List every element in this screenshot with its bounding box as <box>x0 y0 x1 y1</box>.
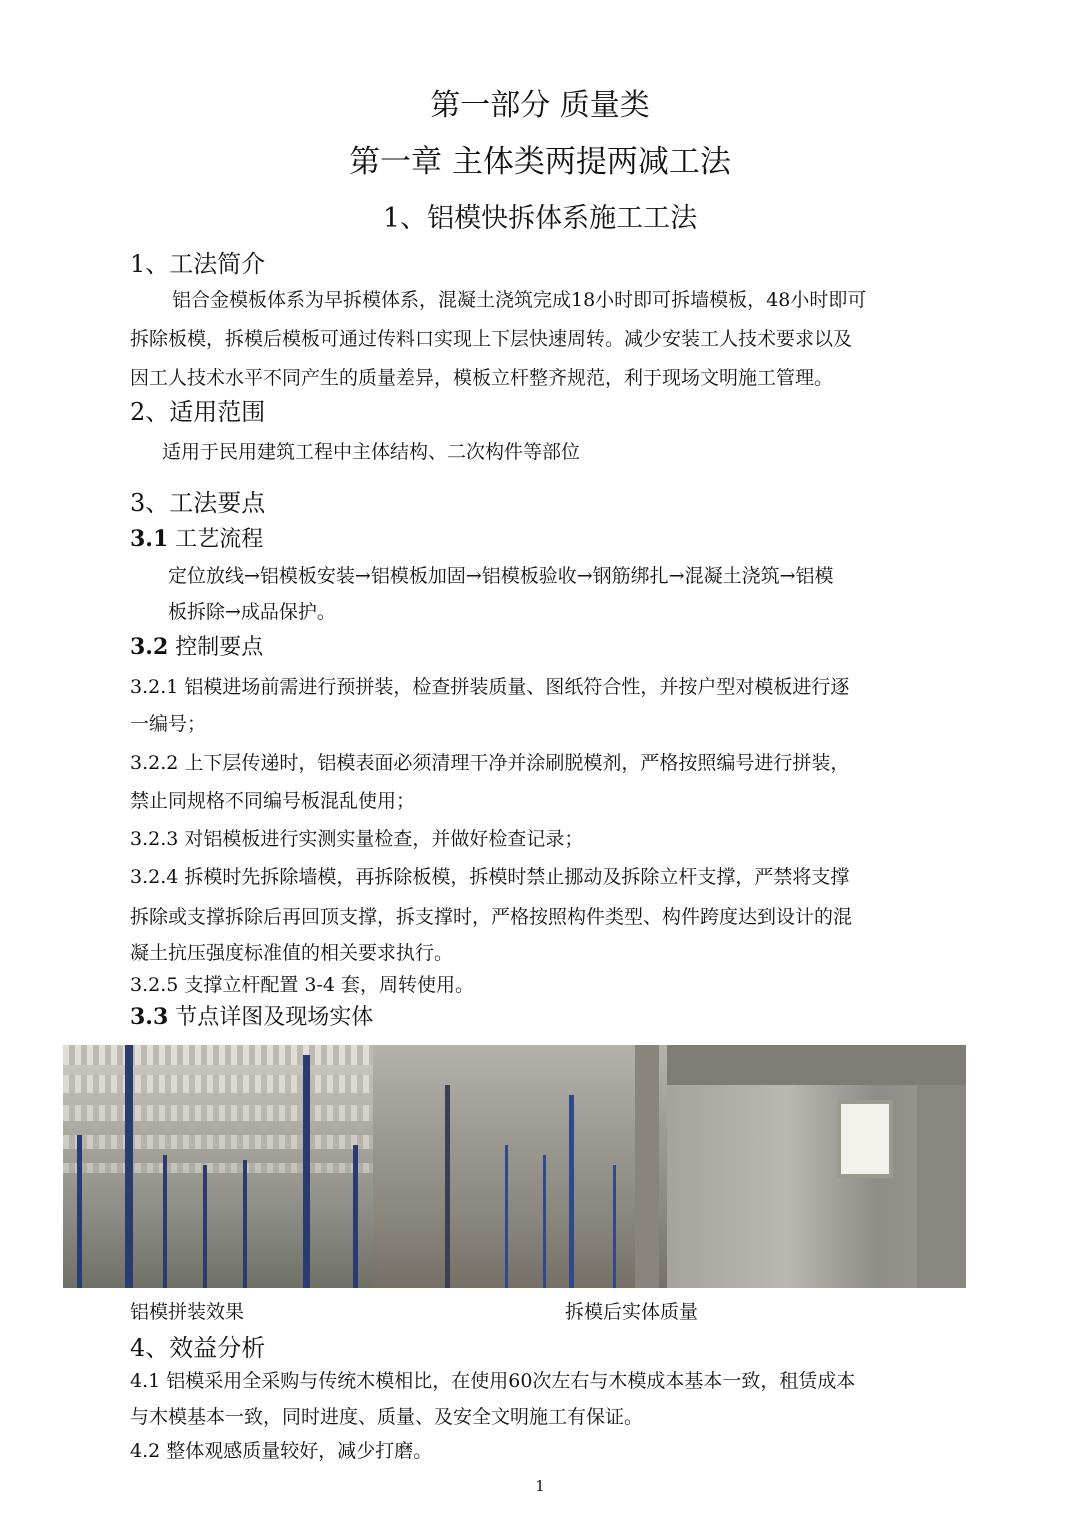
control-item: 3.2.3 对铝模板进行实测实量检查，并做好检查记录； <box>130 828 584 850</box>
benefit-line: 4.1 铝模采用全采购与传统木模相比，在使用60次左右与木模成本基本一致，租赁成本 <box>130 1370 856 1392</box>
chapter-title: 第一章 主体类两提两减工法 <box>349 144 731 180</box>
flow-heading <box>130 522 263 553</box>
concrete-wall-photo <box>667 1045 966 1288</box>
intro-line-3: 因工人技术水平不同产生的质量差异，模板立杆整齐规范，利于现场文明施工管理。 <box>130 367 834 389</box>
section-title: 1、铝模快拆体系施工工法 <box>382 203 698 234</box>
control-heading <box>130 630 263 661</box>
intro-line-2: 拆除板模，拆模后模板可通过传料口实现上下层快速周转。减少安装工人技术要求以及 <box>130 328 853 350</box>
intro-heading: 1、工法简介 <box>130 250 266 278</box>
page-number: 1 <box>535 1477 545 1495</box>
benefit-line: 4.2 整体观感质量较好，减少打磨。 <box>130 1440 433 1462</box>
control-item: 3.2.4 拆模时先拆除墙模，再拆除板模，拆模时禁止挪动及拆除立杆支撑，严禁将支撑 <box>130 866 850 888</box>
detail-title: 节点详图及现场实体 <box>175 1005 374 1030</box>
flow-line-2: 板拆除→成品保护。 <box>168 601 336 623</box>
intro-line-1: 铝合金模板体系为早拆模体系，混凝土浇筑完成18小时即可拆墙模板，48小时即可 <box>172 289 867 311</box>
flow-line-1: 定位放线→铝模板安装→铝模板加固→铝模板验收→钢筋绑扎→混凝土浇筑→铝模 <box>168 565 834 587</box>
formwork-assembly-photo <box>63 1045 373 1288</box>
detail-number: 3.3 <box>130 1004 169 1030</box>
formwork-removal-photo <box>373 1045 667 1288</box>
control-title: 控制要点 <box>175 635 264 660</box>
scope-text: 适用于民用建筑工程中主体结构、二次构件等部位 <box>162 441 581 463</box>
photo-strip <box>63 1045 966 1288</box>
control-item: 凝土抗压强度标准值的相关要求执行。 <box>130 942 454 964</box>
scope-heading: 2、适用范围 <box>130 398 266 426</box>
control-item: 3.2.5 支撑立杆配置 3-4 套，周转使用。 <box>130 974 475 996</box>
control-item: 禁止同规格不同编号板混乱使用； <box>130 790 416 812</box>
detail-heading <box>130 1000 373 1031</box>
benefit-line: 与木模基本一致，同时进度、质量、及安全文明施工有保证。 <box>130 1406 644 1428</box>
control-number: 3.2 <box>130 634 169 660</box>
control-item: 3.2.2 上下层传递时，铝模表面必须清理干净并涂刷脱模剂，严格按照编号进行拼装， <box>130 752 850 774</box>
part-title: 第一部分 质量类 <box>430 88 650 123</box>
benefit-heading: 4、效益分析 <box>130 1334 266 1362</box>
control-item: 拆除或支撑拆除后再回顶支撑，拆支撑时，严格按照构件类型、构件跨度达到设计的混 <box>130 906 853 928</box>
control-item: 一编号； <box>130 713 207 735</box>
flow-number: 3.1 <box>130 526 169 552</box>
caption-left: 铝模拼装效果 <box>130 1301 245 1323</box>
flow-title: 工艺流程 <box>175 527 264 552</box>
points-heading: 3、工法要点 <box>130 489 266 517</box>
control-item: 3.2.1 铝模进场前需进行预拼装，检查拼装质量、图纸符合性，并按户型对模板进行逐 <box>130 676 850 698</box>
caption-right: 拆模后实体质量 <box>565 1301 699 1323</box>
